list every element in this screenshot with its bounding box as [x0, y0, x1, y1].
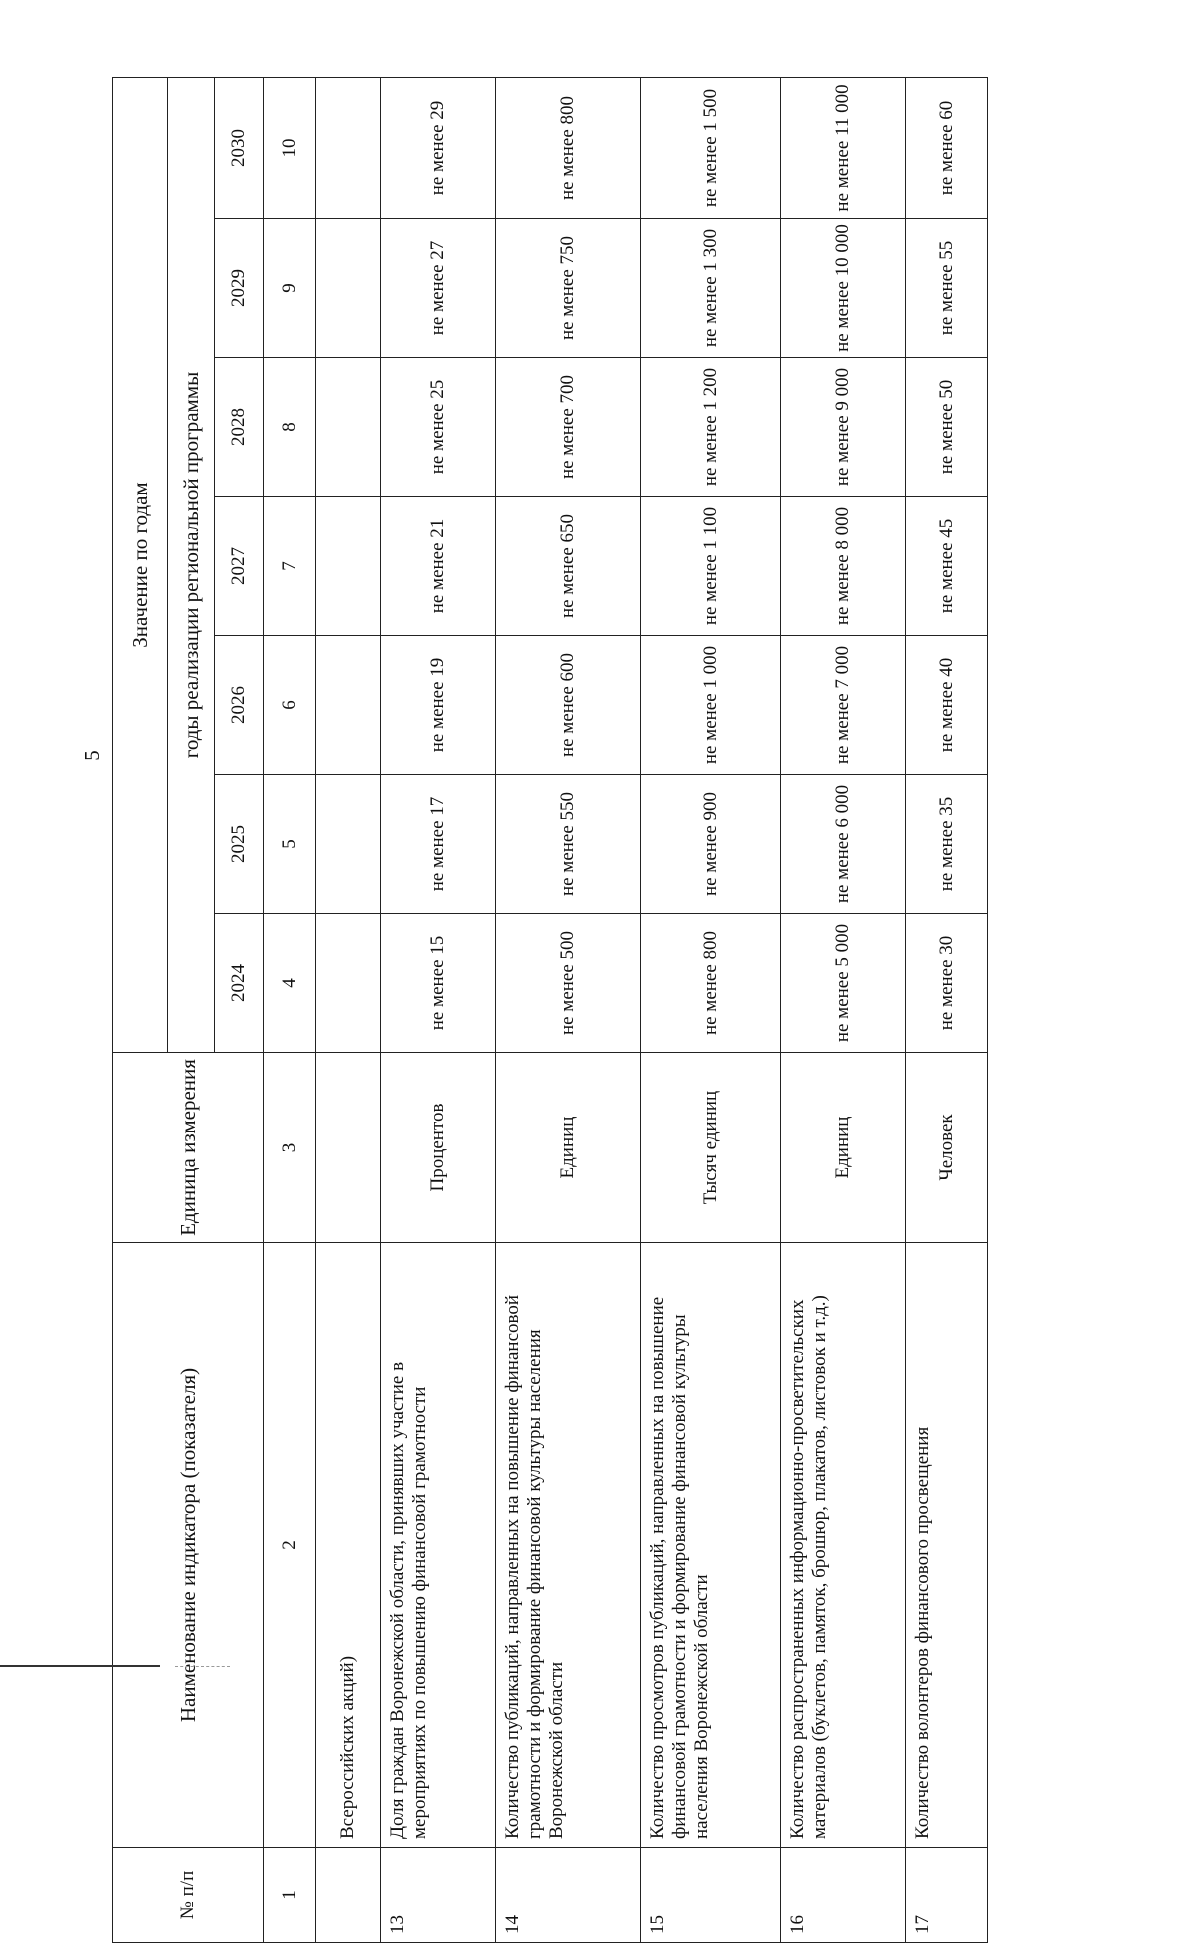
- empty-cell: [316, 636, 381, 775]
- value: не менее 1 300: [641, 219, 781, 358]
- column-number: 3: [264, 1053, 316, 1243]
- column-number: 1: [264, 1848, 316, 1943]
- value: не менее 17: [381, 775, 496, 914]
- indicator-name: Количество просмотров публикаций, направленных на повышение финансовой грамотности и формирование финансовой культуры населения Воронежской области: [641, 1243, 781, 1848]
- value: не менее 1 000: [641, 636, 781, 775]
- value: не менее 9 000: [781, 358, 906, 497]
- value: не менее 1 100: [641, 497, 781, 636]
- footer-dashed-rule: [175, 1666, 230, 1667]
- value: не менее 5 000: [781, 914, 906, 1053]
- value: не менее 35: [906, 775, 988, 914]
- column-number: 5: [264, 775, 316, 914]
- indicators-table: [112, 77, 988, 1943]
- column-number: 4: [264, 914, 316, 1053]
- value: не менее 27: [381, 219, 496, 358]
- row-num: 17: [906, 1848, 988, 1943]
- indicator-name: Количество волонтеров финансового просвещения: [906, 1243, 988, 1848]
- page-number: [80, 735, 104, 775]
- value: не менее 1 200: [641, 358, 781, 497]
- empty-cell: [316, 914, 381, 1053]
- year-header: 2026: [215, 636, 264, 775]
- value: не менее 8 000: [781, 497, 906, 636]
- value: не менее 40: [906, 636, 988, 775]
- column-number: 8: [264, 358, 316, 497]
- empty-cell: [316, 1053, 381, 1243]
- empty-cell: [316, 219, 381, 358]
- indicator-name: Доля граждан Воронежской области, принявших участие в мероприятиях по повышению финансовой грамотности: [381, 1243, 496, 1848]
- col-header-unit: Единица измерения: [113, 1053, 264, 1243]
- value: не менее 550: [496, 775, 641, 914]
- value: не менее 6 000: [781, 775, 906, 914]
- value: не менее 25: [381, 358, 496, 497]
- col-header-num: № п/п: [113, 1848, 264, 1943]
- empty-cell: [316, 358, 381, 497]
- value: не менее 600: [496, 636, 641, 775]
- value: не менее 50: [906, 358, 988, 497]
- table-row: [496, 77, 641, 1942]
- value: не менее 7 000: [781, 636, 906, 775]
- year-header: 2030: [215, 77, 264, 218]
- page-number-text: 5: [79, 749, 104, 761]
- year-header: 2027: [215, 497, 264, 636]
- continuation-row: [316, 77, 381, 1942]
- value: не менее 700: [496, 358, 641, 497]
- value: не менее 11 000: [781, 77, 906, 218]
- value: не менее 30: [906, 914, 988, 1053]
- table-row: [381, 77, 496, 1942]
- year-header: 2025: [215, 775, 264, 914]
- value: не менее 750: [496, 219, 641, 358]
- row-num: 15: [641, 1848, 781, 1943]
- column-number: 7: [264, 497, 316, 636]
- column-numbers-row: [264, 77, 316, 1942]
- row-num: 13: [381, 1848, 496, 1943]
- value: не менее 55: [906, 219, 988, 358]
- value: не менее 60: [906, 77, 988, 218]
- unit: Процентов: [381, 1053, 496, 1243]
- year-header: 2029: [215, 219, 264, 358]
- column-number: 2: [264, 1243, 316, 1848]
- value: не менее 21: [381, 497, 496, 636]
- continuation-text: Всероссийских акций): [316, 1243, 381, 1848]
- table-row: [906, 77, 988, 1942]
- table-row: [641, 77, 781, 1942]
- header-row-1: [113, 77, 168, 1942]
- value: не менее 800: [496, 77, 641, 218]
- rotated-page-content: [112, 78, 987, 1943]
- value: не менее 15: [381, 914, 496, 1053]
- empty-cell: [316, 775, 381, 914]
- unit: Тысяч единиц: [641, 1053, 781, 1243]
- value: не менее 500: [496, 914, 641, 1053]
- value: не менее 19: [381, 636, 496, 775]
- col-header-values-by-year: Значение по годам: [113, 77, 168, 1052]
- empty-cell: [316, 1848, 381, 1943]
- column-number: 6: [264, 636, 316, 775]
- table-row: [781, 77, 906, 1942]
- year-header: 2024: [215, 914, 264, 1053]
- indicator-name: Количество распространенных информационно-просветительских материалов (буклетов, памяток, брошюр, плакатов, листовок и т.д.): [781, 1243, 906, 1848]
- row-num: 14: [496, 1848, 641, 1943]
- unit: Единиц: [496, 1053, 641, 1243]
- value: не менее 900: [641, 775, 781, 914]
- value: не менее 10 000: [781, 219, 906, 358]
- col-header-years-label: годы реализации региональной программы: [168, 77, 215, 1052]
- value: не менее 45: [906, 497, 988, 636]
- column-number: 9: [264, 219, 316, 358]
- value: не менее 1 500: [641, 77, 781, 218]
- row-num: 16: [781, 1848, 906, 1943]
- footer-rule: [0, 1665, 160, 1667]
- col-header-name: Наименование индикатора (показателя): [113, 1243, 264, 1848]
- empty-cell: [316, 77, 381, 218]
- column-number: 10: [264, 77, 316, 218]
- indicator-name: Количество публикаций, направленных на повышение финансовой грамотности и формирование финансовой культуры населения Воронежской области: [496, 1243, 641, 1848]
- unit: Единиц: [781, 1053, 906, 1243]
- empty-cell: [316, 497, 381, 636]
- unit: Человек: [906, 1053, 988, 1243]
- year-header: 2028: [215, 358, 264, 497]
- value: не менее 650: [496, 497, 641, 636]
- value: не менее 29: [381, 77, 496, 218]
- value: не менее 800: [641, 914, 781, 1053]
